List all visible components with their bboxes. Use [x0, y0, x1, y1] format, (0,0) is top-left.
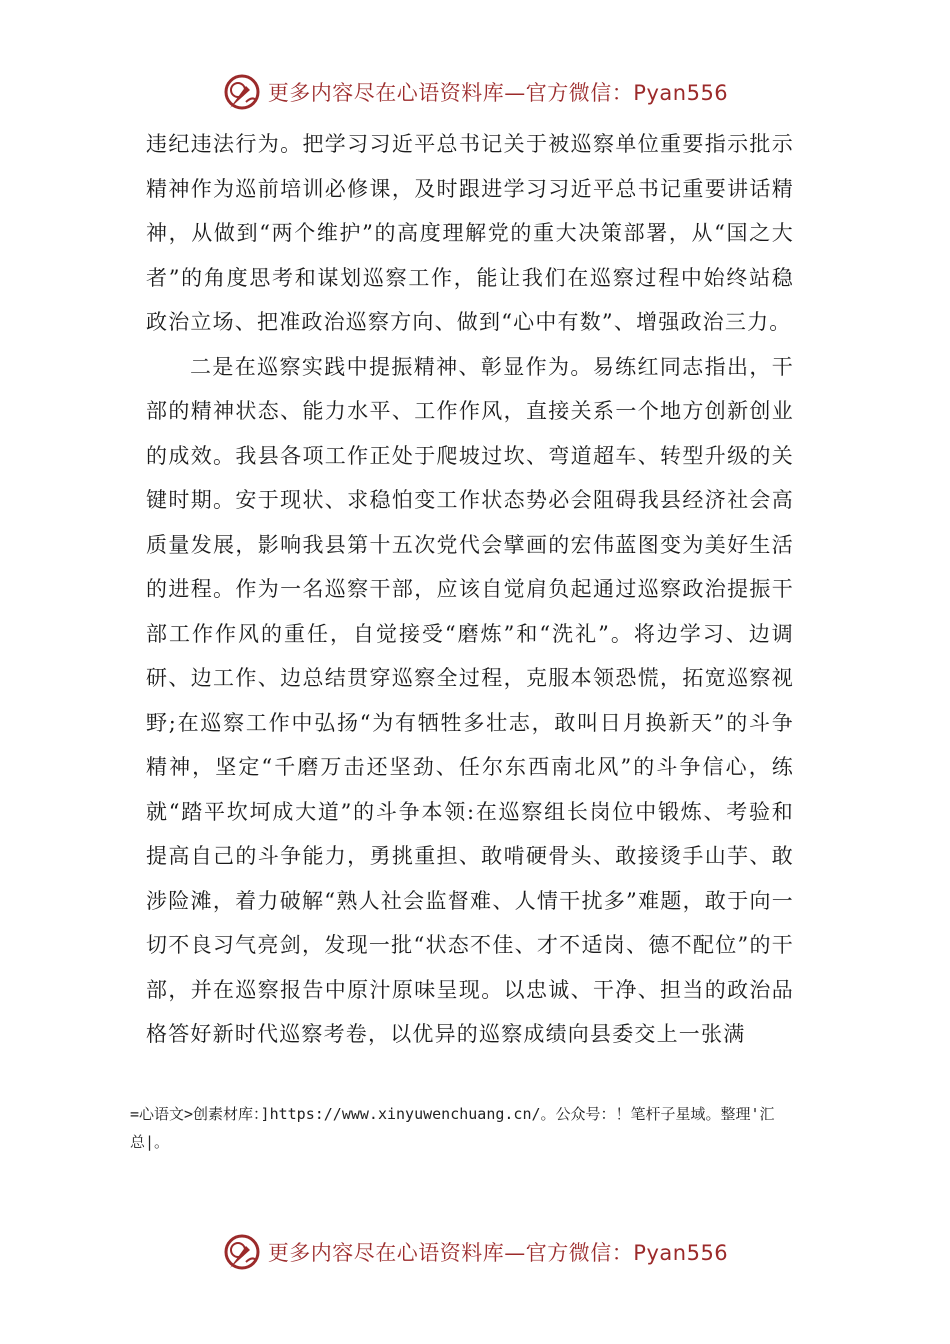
- header-banner-text: 更多内容尽在心语资料库—官方微信：Pyan556: [267, 81, 729, 105]
- logo-icon: [222, 1232, 262, 1272]
- header-banner: [0, 70, 950, 114]
- footer-banner-text: 更多内容尽在心语资料库—官方微信：Pyan556: [267, 1241, 729, 1265]
- paragraph-2: 二是在巡察实践中提振精神、彰显作为。易练红同志指出，干部的精神状态、能力水平、工作作风，直接关系一个地方创新创业的成效。我县各项工作正处于爬坡过坎、弯道超车、转型升级的关键时期。安于现状、求稳怕变工作状态势必会阻碍我县经济社会高质量发展，影响我县第十五次党代会擘画的宏伟蓝图变为美好生活的进程。作为一名巡察干部，应该自觉肩负起通过巡察政治提振干部工作作风的重任，自觉接受“磨炼”和“洗礼”。将边学习、边调研、边工作、边总结贯穿巡察全过程，克服本领恐慌，拓宽巡察视野;在巡察工作中弘扬“为有牺牲多壮志，敢叫日月换新天”的斗争精神，坚定“千磨万击还坚劲、任尔东西南北风”的斗争信心，练就“踏平坎坷成大道”的斗争本领:在巡察组长岗位中锻炼、考验和提高自己的斗争能力，勇挑重担、敢啃硬骨头、敢接烫手山芋、敢涉险滩，着力破解“熟人社会监督难、人情干扰多”难题，敢于向一切不良习气亮剑，发现一批“状态不佳、才不适岗、德不配位”的干部，并在巡察报告中原汁原味呈现。以忠诚、干净、担当的政治品格答好新时代巡察考卷，以优异的巡察成绩向县委交上一张满: [146, 354, 794, 1046]
- source-note: =心语文>创素材库：]https://www.xinyuwenchuang.cn/。公众号：！笔杆子星域。整理'汇总|。: [130, 1105, 775, 1151]
- logo-icon: [222, 72, 262, 112]
- document-body: [146, 122, 794, 1057]
- paragraph-1: 违纪违法行为。把学习习近平总书记关于被巡察单位重要指示批示精神作为巡前培训必修课，及时跟进学习习近平总书记重要讲话精神，从做到“两个维护”的高度理解党的重大决策部署，从“国之大者”的角度思考和谋划巡察工作，能让我们在巡察过程中始终站稳政治立场、把准政治巡察方向、做到“心中有数”、增强政治三力。: [146, 132, 794, 334]
- footer-banner: [0, 1230, 950, 1274]
